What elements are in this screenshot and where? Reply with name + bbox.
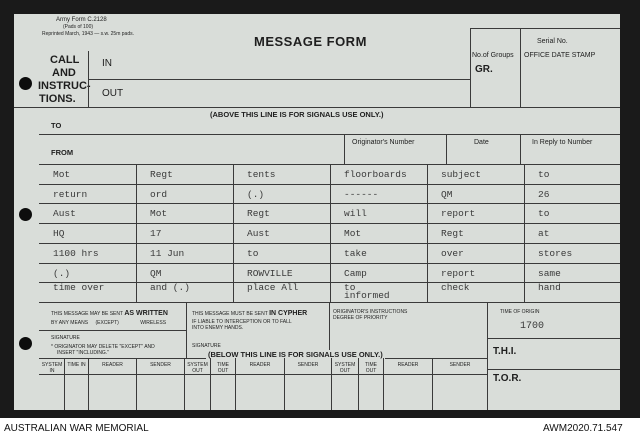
message-word: check [441,282,470,294]
thi-label: T.H.I. [493,346,517,357]
message-grid [39,164,620,302]
out-label: OUT [102,88,124,99]
call-instructions-line: AND [52,67,76,79]
message-word: tents [247,169,276,180]
message-word: over [441,247,464,259]
message-word: return [53,188,88,200]
signature-label: SIGNATURE [51,335,80,341]
reprinted-note: Reprinted March, 1943 — s.w. 25m pads. [42,31,134,37]
message-word: Aust [247,228,270,240]
cypher-text: THIS MESSAGE MUST BE SENT IN CYPHER [192,310,308,317]
message-word: Mot [53,169,71,180]
message-word: at [538,228,550,240]
footer-column-label: SYSTEM OUT [187,362,208,374]
message-word: and (.) [150,282,190,294]
message-word: QM [150,267,162,279]
message-word: 17 [150,228,162,240]
in-label: IN [102,58,112,69]
message-word: (.) [53,267,71,279]
originator-note: * ORIGINATOR MAY DELETE "EXCEPT" AND [51,344,155,350]
punch-hole [19,77,32,90]
message-word: Mot [344,228,362,240]
footer-column-label: SENDER [449,362,471,368]
message-word: HQ [53,228,65,240]
gr-label: GR. [475,64,493,75]
footer-column-label: SENDER [150,362,171,368]
message-word: hand [538,282,561,294]
date-label: Date [474,139,489,146]
message-word: floorboards [344,169,407,180]
tor-label: T.O.R. [493,373,522,384]
sent-by-any-means-text: BY ANY MEANS (EXCEPT) WIRELESS [51,320,167,326]
serial-no-label: Serial No. [537,38,568,45]
message-word: Regt [247,208,270,220]
message-word: Mot [150,208,168,220]
message-word: 11 Jun [150,247,185,259]
time-of-origin-label: TIME OF ORIGIN [500,309,540,315]
message-word: Camp [344,267,367,279]
time-of-origin-value: 1700 [520,321,545,332]
message-word: QM [441,188,453,200]
message-word: to [247,247,259,259]
message-form [14,14,620,410]
message-word: report [441,267,476,279]
message-word: ROWVILLE [247,267,293,279]
signals-footer [39,358,487,410]
signals-above-note: (ABOVE THIS LINE IS FOR SIGNALS USE ONLY.) [210,110,384,119]
message-word: Aust [53,208,76,220]
message-word: same [538,267,561,279]
message-word: place All [247,282,299,294]
originators-number-label: Originator's Number [352,139,415,146]
footer-column-label: SENDER [297,362,319,368]
message-word: ord [150,188,168,200]
punch-hole [19,337,32,350]
message-word: subject [441,169,481,180]
footer-column-label: READER [249,362,271,368]
call-instructions-line: CALL [50,54,80,66]
footer-column-label: TIME OUT [217,362,229,374]
message-word: report [441,208,476,220]
message-word: (.) [247,188,265,200]
from-label: FROM [51,148,74,157]
signature-label-2: SIGNATURE [192,343,221,349]
pads-note: (Pads of 100) [63,24,94,30]
footer-column-label: READER [397,362,419,368]
footer-column-label: TIME OUT [365,362,377,374]
cypher-text-3: INTO ENEMY HANDS. [192,325,244,331]
originator-note-2: INSERT "INCLUDING." [57,350,109,356]
footer-column-label: READER [102,362,123,368]
message-word: Regt [150,169,173,180]
no-of-groups-label: No.of Groups [472,52,514,59]
sent-as-written-text: THIS MESSAGE MAY BE SENT AS WRITTEN [51,310,168,317]
footer-column-label: SYSTEM IN [41,362,63,374]
call-instructions-line: TIONS. [39,93,76,105]
call-instructions-line: INSTRUC- [38,80,91,92]
caption-right: AWM2020.71.547 [543,423,623,434]
punch-hole [19,208,32,221]
form-title: MESSAGE FORM [254,34,367,49]
message-word: take [344,247,367,259]
message-word: 1100 hrs [53,247,99,259]
signals-below-note: (BELOW THIS LINE IS FOR SIGNALS USE ONLY.) [208,350,383,359]
message-word: stores [538,247,573,259]
footer-column-label: TIME IN [67,362,86,368]
message-word: to [538,208,550,220]
footer-column-label: SYSTEM OUT [334,362,356,374]
degree-priority-label: DEGREE OF PRIORITY [333,315,388,321]
message-word: to informed [344,282,390,302]
message-word: ------ [344,188,379,200]
message-word: will [344,208,367,220]
message-word: 26 [538,188,550,200]
cypher-text-2: IF LIABLE TO INTERCEPTION OR TO FALL [192,319,292,325]
army-form-number: Army Form C.2128 [56,17,107,23]
to-label: TO [51,121,62,130]
message-word: Regt [441,228,464,240]
caption-left: AUSTRALIAN WAR MEMORIAL [4,423,149,434]
originators-instructions-label: ORIGINATOR'S INSTRUCTIONS [333,309,408,315]
office-date-stamp-label: OFFICE DATE STAMP [524,52,596,59]
message-word: to [538,169,550,180]
message-word: time over [53,282,105,294]
in-reply-to-label: In Reply to Number [532,139,593,146]
